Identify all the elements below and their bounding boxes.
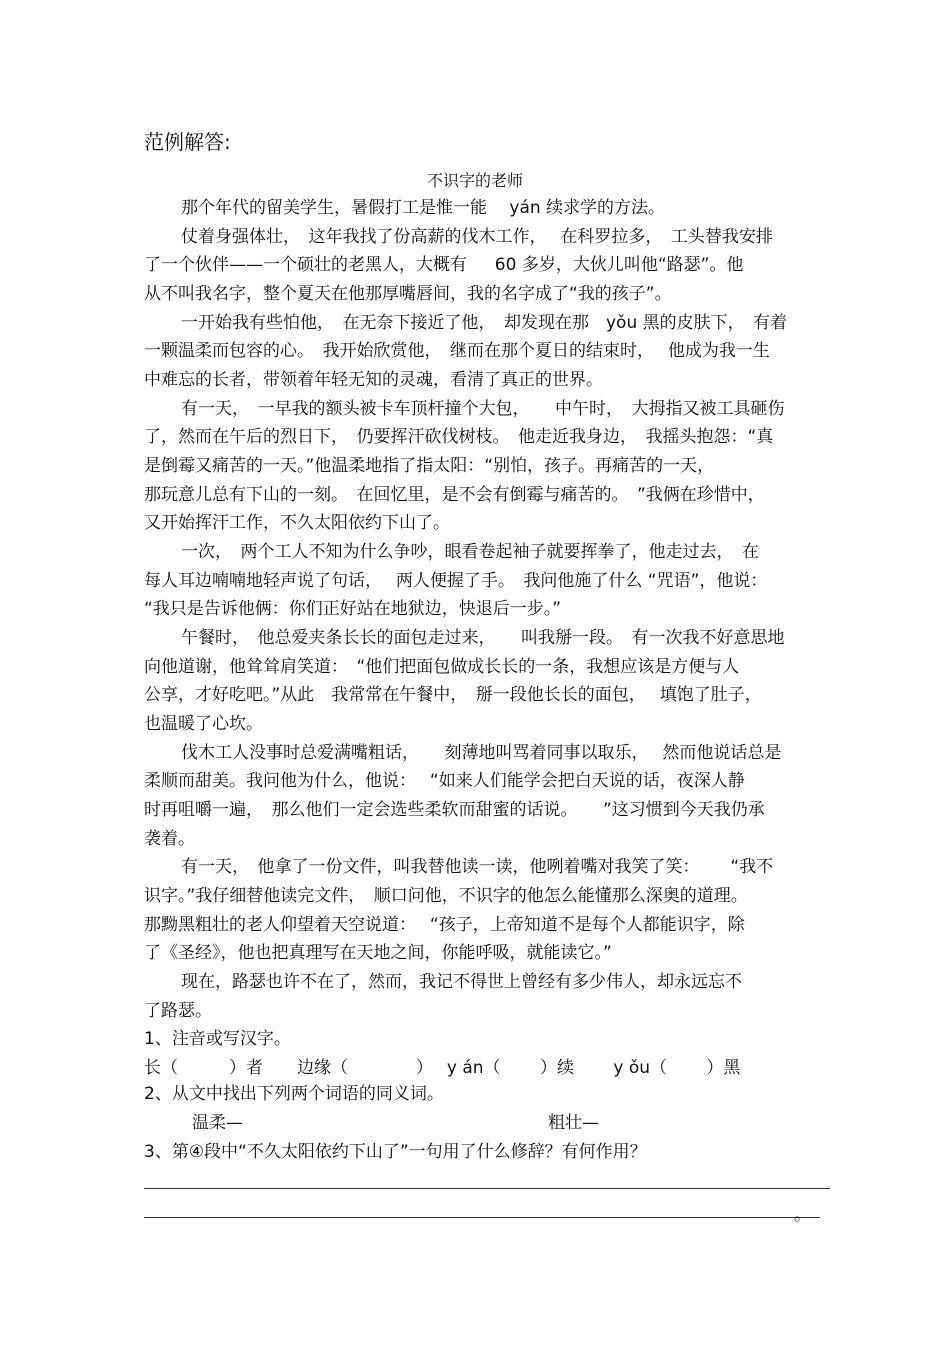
question-1: 1、注音或写汉字。 (144, 1029, 291, 1049)
passage-line: 每人耳边喃喃地轻声说了句话， 两人便握了手。 我问他施了什么 “咒语”，他说： (144, 571, 768, 591)
passage-line: 那黝黑粗壮的老人仰望着天空说道： “孩子，上帝知道不是每个人都能识字，除 (144, 915, 745, 935)
passage-line: 了一个伙伴——一个硕壮的老黑人，大概有 60 多岁，大伙儿叫他“路瑟”。他 (144, 255, 744, 275)
passage-title: 不识字的老师 (426, 171, 523, 190)
answer-line (144, 1188, 830, 1189)
passage-line: 仗着身强体壮， 这年我找了份高薪的伐木工作， 在科罗拉多， 工头替我安排 (181, 227, 773, 247)
passage-line: 午餐时， 他总爱夹条长长的面包走过来， 叫我掰一段。 有一次我不好意思地 (181, 628, 785, 648)
passage-line: 了《圣经》，他也把真理写在天地之间，你能呼吸，就能读它。” (144, 943, 612, 963)
passage-line: 一颗温柔而包容的心。 我开始欣赏他， 继而在那个夏日的结束时， 他成为我一生 (144, 341, 770, 361)
passage-line: “我只是告诉他俩：你们正好站在地狱边，快退后一步。” (144, 599, 562, 619)
passage-line: 有一天， 他拿了一份文件，叫我替他读一读，他咧着嘴对我笑了笑： “我不 (181, 857, 774, 877)
question-3: 3、第④段中“不久太阳依约下山了”一句用了什么修辞？有何作用？ (144, 1142, 647, 1162)
passage-line: 是倒霉又痛苦的一天。”他温柔地指了指太阳：“别怕，孩子。再痛苦的一天， (144, 456, 715, 476)
answer-line (144, 1217, 820, 1218)
question-1-blanks: 长（ ）者 边缘（ ） y án（ ）续 y ǒu（ ）黑 (144, 1058, 741, 1078)
passage-line: 了，然而在午后的烈日下， 仍要挥汗砍伐树枝。 他走近我身边， 我摇头抱怨：“真 (144, 427, 774, 447)
passage-line: 了路瑟。 (144, 1001, 212, 1021)
passage-line: 从不叫我名字，整个夏天在他那厚嘴唇间，我的名字成了“我的孩子”。 (144, 284, 672, 304)
passage-line: 袭着。 (144, 829, 195, 849)
synonym-item-gentle: 温柔— (192, 1113, 243, 1133)
passage-line: 一开始我有些怕他， 在无奈下接近了他， 却发现在那 yǒu 黑的皮肤下， 有着 (181, 313, 788, 333)
passage-line: 公享，才好吃吧。”从此 我常常在午餐中， 掰一段他长长的面包， 填饱了肚子， (144, 685, 762, 705)
passage-line: 中难忘的长者，带领着年轻无知的灵魂，看清了真正的世界。 (144, 370, 603, 390)
passage-line: 那个年代的留美学生，暑假打工是惟一能 yán 续求学的方法。 (181, 198, 666, 218)
question-2: 2、从文中找出下列两个词语的同义词。 (144, 1084, 444, 1104)
passage-line: 现在，路瑟也许不在了，然而，我记不得世上曾经有多少伟人，却永远忘不 (181, 972, 742, 992)
passage-line: 向他道谢，他耸耸肩笑道： “他们把面包做成长长的一条，我想应该是方便与人 (144, 657, 740, 677)
passage-line: 柔顺而甜美。我问他为什么，他说： “如来人们能学会把白天说的话，夜深人静 (144, 771, 745, 791)
answer-end-mark: 。 (794, 1205, 811, 1225)
passage-line: 一次， 两个工人不知为什么争吵，眼看卷起袖子就要挥拳了，他走过去， 在 (181, 542, 759, 562)
passage-line: 那玩意儿总有下山的一刻。 在回忆里，是不会有倒霉与痛苦的。 ”我俩在珍惜中， (144, 485, 765, 505)
passage-line: 也温暖了心坎。 (144, 714, 263, 734)
passage-line: 伐木工人没事时总爱满嘴粗话， 刻薄地叫骂着同事以取乐， 然而他说话总是 (181, 743, 782, 763)
passage-line: 时再咀嚼一遍， 那么他们一定会选些柔软而甜蜜的话说。 ”这习惯到今天我仍承 (144, 800, 765, 820)
passage-line: 有一天， 一早我的额头被卡车顶杆撞个大包， 中午时， 大拇指又被工具砸伤 (181, 399, 785, 419)
passage-line: 识字。”我仔细替他读完文件， 顺口问他，不识字的他怎么能懂那么深奥的道理。 (144, 886, 748, 906)
synonym-item-sturdy: 粗壮— (548, 1113, 599, 1133)
page-heading: 范例解答: (144, 130, 231, 154)
passage-line: 又开始挥汗工作，不久太阳依约下山了。 (144, 513, 450, 533)
